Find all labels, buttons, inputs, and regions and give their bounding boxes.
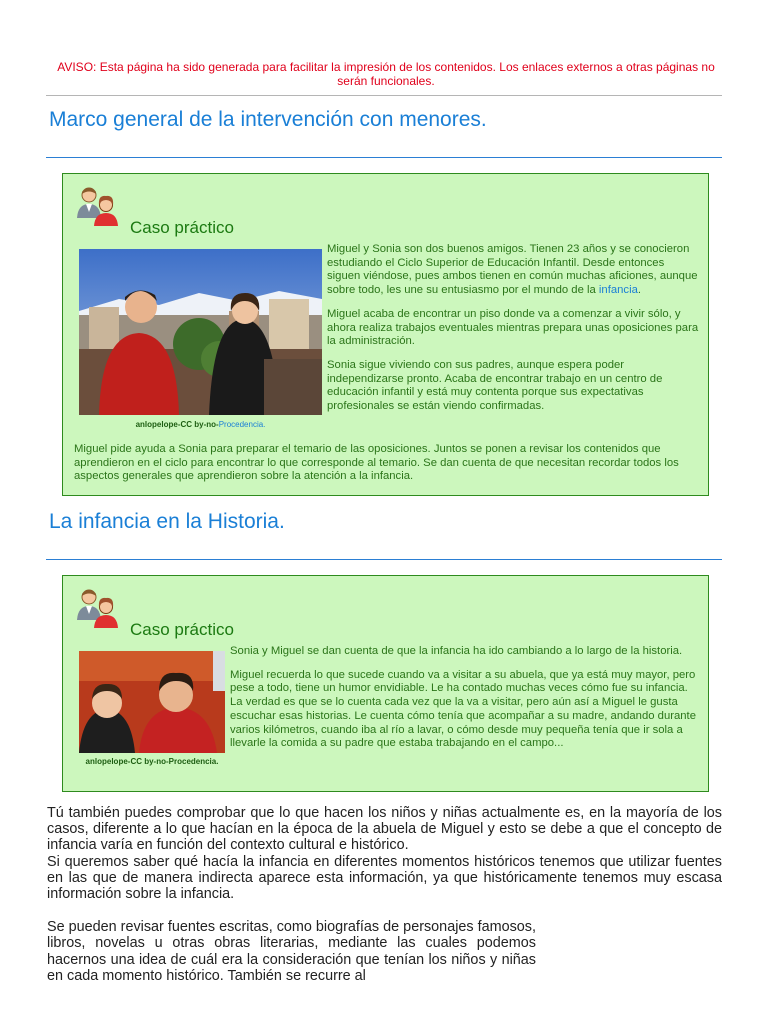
photo-credit: anlopelope-CC by-no-Procedencia. xyxy=(135,420,266,429)
photo-miguel-sonia xyxy=(79,249,322,415)
body-paragraphs xyxy=(47,805,722,902)
photo-credit: anlopelope-CC by-no-Procedencia. xyxy=(85,757,219,766)
title-underline xyxy=(46,559,722,560)
photo-two-friends xyxy=(79,651,225,753)
people-icon xyxy=(74,184,122,226)
credit-link[interactable]: Procedencia. xyxy=(218,420,266,429)
divider xyxy=(46,95,722,96)
case-text: Miguel y Sonia son dos buenos amigos. Tienen 23 años y se conocieron estudiando el Ciclo Superior de Educación Infantil. Desde entonces siguen viéndose, pues ambos tienen en común muchas aficiones, aunque sobre todo, les une su entusiasmo por el mundo de la infancia. Miguel acaba de encontrar un piso donde va a comenzar a vivir sólo, y ahora realiza trabajos eventuales mientras prepara unas oposiciones para la administración. Sonia sigue viviendo con sus padres, aunque espera poder independizarse pronto. Acaba de encontrar trabajo en un centro de educación infantil y está muy contenta porque sus expectativas profesionales se están viendo confirmadas. xyxy=(327,243,699,413)
body-paragraph: Tú también puedes comprobar que lo que hacen los niños y niñas actualmente es, en la mayoría de los casos, diferente a lo que hacían en la época de la abuela de Miguel y esto se debe a que el concepto de infancia varía en función del contexto cultural e histórico. xyxy=(47,805,722,854)
case-heading: Caso práctico xyxy=(130,218,234,237)
body-paragraph: Si queremos saber qué hacía la infancia en diferentes momentos históricos tenemos que utilizar fuentes en las que de manera indirecta aparece esta información, ya que históricamente tenemos muy escasa información sobre la infancia. xyxy=(47,853,722,903)
case-study-box xyxy=(62,173,709,496)
case-heading: Caso práctico xyxy=(130,620,234,639)
infancia-link[interactable]: infancia xyxy=(598,284,638,297)
case-study-box xyxy=(62,575,709,792)
case-text: Sonia y Miguel se dan cuenta de que la infancia ha ido cambiando a lo largo de la historia. Miguel recuerda lo que sucede cuando va a visitar a su abuela, que ya está muy mayor, pero pese a todo, tiene un humor envidiable. Le ha contado muchas veces cómo fue su infancia. La verdad es que se lo cuenta cada vez que la va a visitar, pero aún así a Miguel le gusta escuchar esas historias. Le cuenta cómo tenía que acompañar a su madre, andando durante varios kilómetros, cuando iba al río a lavar, o cómo desde muy pequeña tenía que ir sola a llevarle la comida a su padre que estaba trabajando en el campo... xyxy=(230,645,696,750)
people-icon xyxy=(74,586,122,628)
section-title: Marco general de la intervención con menores. xyxy=(49,108,487,131)
print-notice: AVISO: Esta página ha sido generada para facilitar la impresión de los contenidos. Los enlaces externos a otras páginas no serán funcionales. xyxy=(57,60,715,88)
section-title: La infancia en la Historia. xyxy=(49,510,285,533)
body-paragraph: Se pueden revisar fuentes escritas, como biografías de personajes famosos, libros, novelas u otras obras literarias, mediante las cuales podemos hacernos una idea de cuál era la consideración que tenían los niños y niñas en cada momento histórico. También se recurre al xyxy=(47,919,536,984)
title-underline xyxy=(46,157,722,158)
case-text-bottom: Miguel pide ayuda a Sonia para preparar el temario de las oposiciones. Juntos se ponen a revisar los contenidos que aprendieron en el ciclo para encontrar lo que corresponde al temario. Se dan cuenta de que necesitan recordar todos los aspectos generales que aprendieron sobre la atención a la infancia. xyxy=(74,443,679,483)
